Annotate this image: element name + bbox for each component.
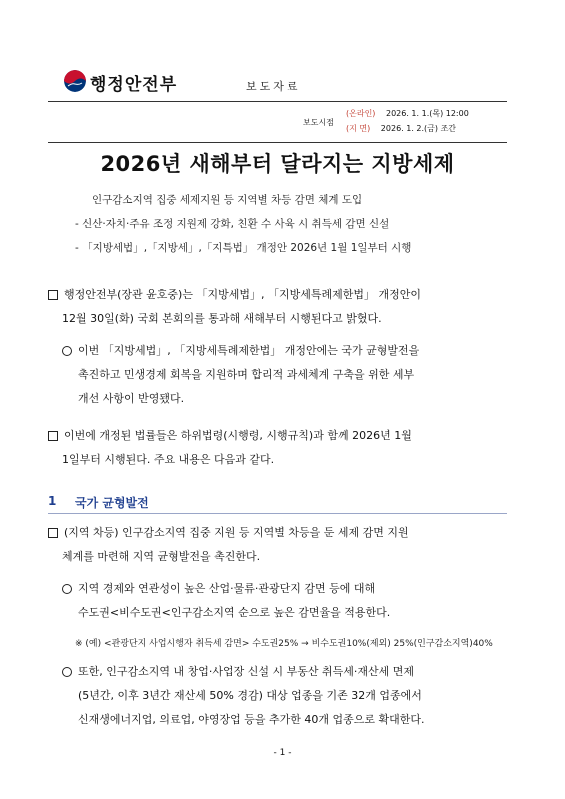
- section-paragraph-1: [48, 521, 409, 545]
- paragraph-2-line-3: 개선 사항이 반영됐다.: [78, 392, 185, 405]
- section-divider: [48, 513, 507, 514]
- embargo-label: 보도시점: [303, 118, 334, 127]
- section-title: 국가 균형발전: [75, 496, 149, 510]
- embargo-print-tag: (지 면): [346, 124, 371, 133]
- document-type: 보도자료: [246, 80, 301, 93]
- paragraph-3-line-2: 1일부터 시행된다. 주요 내용은 다음과 같다.: [62, 453, 275, 466]
- subtitle-detail-1: - 신산·자치·주유 조정 지원제 강화, 친환 수 사육 시 취득세 감면 신설: [75, 218, 390, 230]
- embargo-online: [346, 108, 469, 119]
- subtitle-main: 인구감소지역 집중 세제지원 등 지역별 차등 감면 체계 도입: [92, 194, 363, 206]
- ministry-name: 행정안전부: [90, 75, 178, 95]
- paragraph-1-line-2: 12월 30일(화) 국회 본회의를 통과해 새해부터 시행된다고 밝혔다.: [62, 312, 382, 325]
- section-number: 1: [48, 494, 57, 508]
- paragraph-1-line-1: 행정안전부(장관 윤호중)는 「지방세법」, 「지방세특례제한법」 개정안이: [64, 288, 421, 301]
- paragraph-3-line-1: 이번에 개정된 법률들은 하위법령(시행령, 시행규칙)과 함께 2026년 1월: [64, 429, 412, 442]
- document-title: 2026년 새해부터 달라지는 지방세제: [100, 152, 455, 176]
- section-paragraph-3-line-1: 또한, 인구감소지역 내 창업·사업장 신설 시 부동산 취득세·재산세 면제: [78, 665, 414, 678]
- example-note: ※ (예) <관광단지 사업시행자 취득세 감면> 수도권25% → 비수도권10%(제외) 25%(인구감소지역)40%: [75, 639, 493, 649]
- section-paragraph-1-line-1: (지역 차등) 인구감소지역 집중 지원 등 지역별 차등을 둔 세제 감면 지원: [64, 526, 409, 539]
- subtitle-detail-2: - 「지방세법」,「지방세」,「지특법」 개정안 2026년 1월 1일부터 시행: [75, 242, 412, 254]
- section-paragraph-2-line-2: 수도권<비수도권<인구감소지역 순으로 높은 감면율을 적용한다.: [78, 606, 391, 619]
- circle-bullet-icon: [62, 584, 72, 594]
- embargo-online-tag: (온라인): [346, 109, 376, 118]
- page-number: - 1 -: [273, 748, 292, 758]
- section-paragraph-3-line-3: 신재생에너지업, 의료업, 야영장업 등을 추가한 40개 업종으로 확대한다.: [78, 713, 425, 726]
- section-paragraph-1-line-2: 체계를 마련해 지역 균형발전을 촉진한다.: [62, 550, 261, 563]
- embargo-print: [346, 123, 456, 134]
- circle-bullet-icon: [62, 346, 72, 356]
- section-paragraph-3-line-2: (5년간, 이후 3년간 재산세 50% 경감) 대상 업종을 기존 32개 업종에서: [78, 689, 422, 702]
- section-paragraph-2-line-1: 지역 경제와 연관성이 높은 산업·물류·관광단지 감면 등에 대해: [78, 582, 376, 595]
- section-paragraph-3: [62, 660, 414, 684]
- embargo-online-time: 2026. 1. 1.(목) 12:00: [385, 109, 469, 118]
- paragraph-2-line-1: 이번 「지방세법」, 「지방세특례제한법」 개정안에는 국가 균형발전을: [78, 344, 420, 357]
- header-divider-bottom: [48, 142, 507, 143]
- embargo-print-time: 2026. 1. 2.(금) 조간: [380, 124, 457, 133]
- square-bullet-icon: [48, 431, 58, 441]
- circle-bullet-icon: [62, 667, 72, 677]
- paragraph-2-line-2: 촉진하고 민생경제 회복을 지원하며 합리적 과세체계 구축을 위한 세부: [78, 368, 415, 381]
- ministry-logo-icon: [64, 70, 86, 92]
- paragraph-3: [48, 424, 412, 448]
- square-bullet-icon: [48, 290, 58, 300]
- section-paragraph-2: [62, 577, 375, 601]
- paragraph-1: [48, 283, 421, 307]
- header-divider-top: [48, 101, 507, 102]
- paragraph-2: [62, 339, 419, 363]
- square-bullet-icon: [48, 528, 58, 538]
